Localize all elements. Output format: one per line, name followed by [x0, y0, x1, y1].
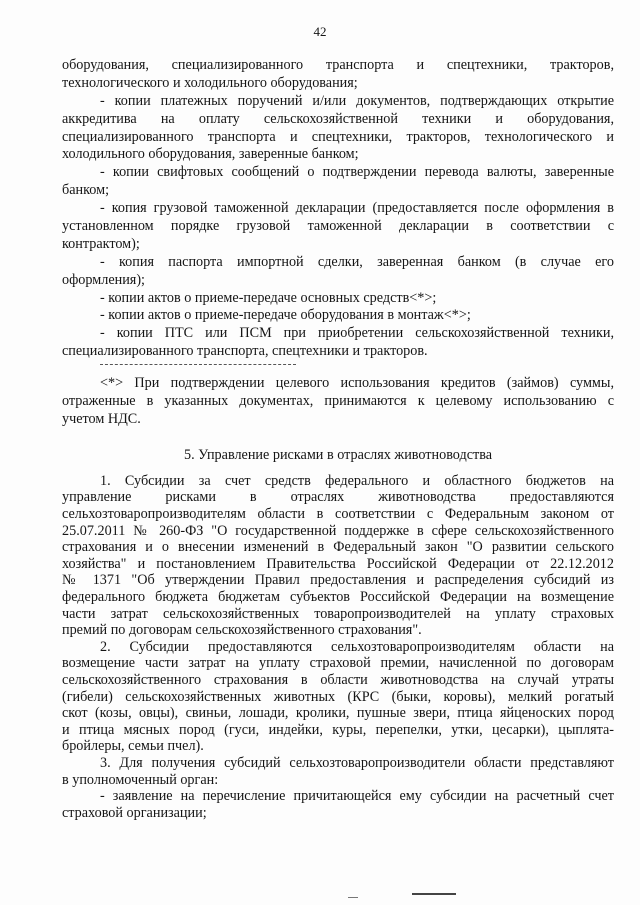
footnote	[62, 375, 614, 429]
text-line: учетом НДС.	[62, 410, 141, 427]
text-line: оформления);	[62, 271, 145, 288]
page-number: 42	[313, 24, 327, 39]
text-line: - копии актов о приеме-передаче основных средств<*>;	[100, 289, 437, 306]
text-line: управление рисками в отраслях животноводства предоставляются	[62, 489, 614, 506]
text-line: № 1371 "Об утверждении Правил предоставления и распределения субсидий из	[62, 572, 614, 589]
text-line: - заявление на перечисление причитающейся ему субсидии на расчетный счет	[100, 788, 614, 805]
text-line: 1. Субсидии за счет средств федерального и областного бюджетов на	[100, 472, 614, 489]
footnote-separator	[100, 364, 296, 365]
text-line: федерального бюджета бюджетам субъектов Российской Федерации на возмещение	[62, 588, 614, 605]
text-line: аккредитива на оплату сельскохозяйственной техники и оборудования,	[62, 110, 614, 127]
text-line: - копии свифтовых сообщений о подтверждении перевода валюты, заверенные	[100, 164, 614, 181]
text-line: скот (козы, овцы), свиньи, лошади, кролики, пушные звери, птица яйценоских пород	[62, 705, 614, 722]
scan-artifact	[348, 897, 358, 898]
text-line: установленном порядке грузовой таможенной декларации в соответствии с	[62, 218, 614, 235]
text-line: страхования и о внесении изменений в Федеральный закон "О развитии сельского	[62, 539, 614, 556]
section-body	[62, 473, 614, 821]
document-list-block	[62, 57, 614, 361]
text-line: сельхозтоваропроизводителям области в соответствии с Федеральным законом от	[62, 506, 614, 522]
text-line: - копия грузовой таможенной декларации (предоставляется после оформления в	[100, 200, 614, 217]
document-body	[62, 57, 614, 821]
text-line: специализированного транспорта и спецтехники, тракторов, технологического и	[62, 128, 614, 145]
text-line: - копия паспорта импортной сделки, заверенная банком (в случае его	[100, 253, 614, 270]
text-line: хозяйства" и постановлением Правительства Российской Федерации от 22.12.2012	[62, 555, 614, 572]
text-line: 3. Для получения субсидий сельхозтоваропроизводители области представляют	[100, 754, 614, 771]
text-line: - копии платежных поручений и/или документов, подтверждающих открытие	[100, 92, 614, 109]
text-line: контрактом);	[62, 235, 140, 252]
text-line: страховой организации;	[62, 804, 207, 821]
text-line: технологического и холодильного оборудования;	[62, 74, 358, 91]
text-line: - копии актов о приеме-передаче оборудования в монтаж<*>;	[100, 307, 471, 324]
text-line: части затрат сельскохозяйственных товаропроизводителей на уплату страховых	[62, 605, 614, 622]
text-line: специализированного транспорта, спецтехники и тракторов.	[62, 343, 428, 360]
text-line: 2. Субсидии предоставляются сельхозтоваропроизводителям области на	[100, 638, 614, 655]
text-line: 25.07.2011 № 260-ФЗ "О государственной поддержке в сфере сельскохозяйственного	[62, 522, 614, 539]
text-line: премий по договорам сельскохозяйственного страхования".	[62, 622, 422, 639]
section-heading: 5. Управление рисками в отраслях животноводства	[183, 446, 493, 463]
text-line: банком;	[62, 182, 110, 199]
text-line: в уполномоченный орган:	[62, 771, 219, 788]
scan-artifact	[412, 893, 456, 895]
text-line: (гибели) сельскохозяйственных животных (КРС (быки, коровы), мелкий рогатый	[62, 688, 614, 705]
text-line: холодильного оборудования, заверенные банком;	[62, 146, 359, 163]
text-line: возмещение части затрат на уплату страховой премии, начисленной по договорам	[62, 655, 614, 672]
text-line: отраженные в указанных документах, принимаются к целевому использованию с	[62, 393, 614, 410]
text-line: и птица мясных пород (гуси, индейки, куры, перепелки, утки, цесарки), цыплята-	[62, 721, 614, 738]
text-line: бройлеры, семьи пчел).	[62, 738, 204, 755]
text-line: оборудования, специализированного транспорта и спецтехники, тракторов,	[62, 57, 614, 73]
text-line: <*> При подтверждении целевого использования кредитов (займов) суммы,	[100, 375, 614, 392]
text-line: - копии ПТС или ПСМ при приобретении сельскохозяйственной техники,	[100, 325, 614, 342]
text-line: сельскохозяйственного страхования в области животноводства на случай утраты	[62, 671, 614, 688]
